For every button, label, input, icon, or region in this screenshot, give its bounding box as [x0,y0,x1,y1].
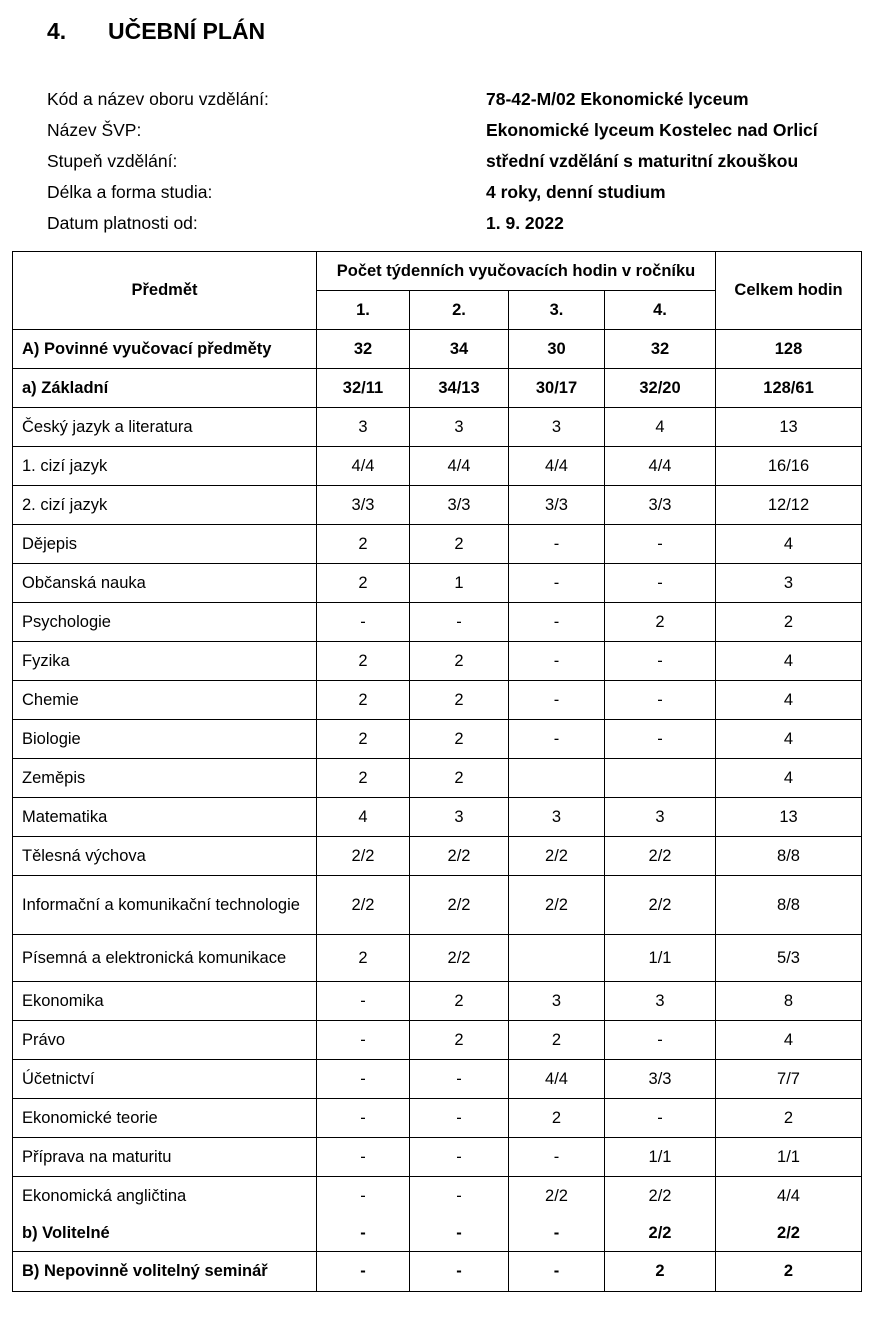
info-value: 1. 9. 2022 [486,213,564,233]
info-label: Kód a název oboru vzdělání: [47,89,269,109]
year-hours-cell: 2 [410,525,509,564]
subject-cell: Účetnictví [13,1060,317,1099]
year-hours-cell: 1 [410,564,509,603]
total-hours-cell: 16/16 [716,447,862,486]
year-hours-cell: 2/2 [509,1177,605,1216]
subject-cell: Chemie [13,681,317,720]
table-row [13,564,862,603]
year-hours-cell: 3/3 [410,486,509,525]
table-row [13,330,862,369]
year-hours-cell: - [317,603,410,642]
subject-cell: Biologie [13,720,317,759]
total-hours-cell: 2 [716,1099,862,1138]
table-row [13,720,862,759]
year-hours-cell: 4/4 [317,447,410,486]
subject-cell: Občanská nauka [13,564,317,603]
year-hours-cell: - [509,1216,605,1252]
info-label: Název ŠVP: [47,120,142,140]
subject-cell: Písemná a elektronická komunikace [13,935,317,982]
year-hours-cell: - [605,564,716,603]
year-hours-cell: - [410,1252,509,1292]
year-hours-cell [509,935,605,982]
year-hours-cell: 32 [317,330,410,369]
info-value: 4 roky, denní studium [486,182,666,202]
subject-cell: 1. cizí jazyk [13,447,317,486]
year-hours-cell: 3/3 [509,486,605,525]
table-row [13,1021,862,1060]
table-header-row [13,252,862,291]
year-hours-cell: - [509,1252,605,1292]
year-hours-cell: 30/17 [509,369,605,408]
table-row [13,486,862,525]
year-hours-cell: - [509,1138,605,1177]
subject-cell: Matematika [13,798,317,837]
table-row [13,1060,862,1099]
total-hours-cell: 5/3 [716,935,862,982]
total-hours-cell: 4 [716,642,862,681]
section-number: 4. [47,18,67,44]
subject-cell: b) Volitelné [13,1216,317,1252]
year-hours-cell: 2 [605,603,716,642]
year-hours-cell: - [605,720,716,759]
year-hours-cell: - [317,1021,410,1060]
info-row-duration [47,177,847,208]
total-hours-cell: 7/7 [716,1060,862,1099]
info-value: 78-42-M/02 Ekonomické lyceum [486,89,749,109]
table-row [13,759,862,798]
year-hours-cell: 34 [410,330,509,369]
header-year: 4. [605,291,716,330]
year-hours-cell: - [410,1177,509,1216]
table-row [13,1252,862,1292]
year-hours-cell: - [317,982,410,1021]
year-hours-cell: 1/1 [605,1138,716,1177]
section-heading [47,18,265,45]
year-hours-cell: 2/2 [317,876,410,935]
header-year: 3. [509,291,605,330]
subject-cell: Informační a komunikační technologie [13,876,317,935]
year-hours-cell: 2/2 [410,876,509,935]
year-hours-cell: 2/2 [605,1177,716,1216]
year-hours-cell: 2 [317,935,410,982]
subject-cell: A) Povinné vyučovací předměty [13,330,317,369]
subject-cell: Český jazyk a literatura [13,408,317,447]
curriculum-table [12,251,862,1292]
total-hours-cell: 4 [716,759,862,798]
total-hours-cell: 13 [716,798,862,837]
info-label: Datum platnosti od: [47,213,198,233]
table-row [13,1099,862,1138]
year-hours-cell: 4 [317,798,410,837]
table-row [13,603,862,642]
total-hours-cell: 128 [716,330,862,369]
total-hours-cell: 8 [716,982,862,1021]
table-row [13,876,862,935]
table-row [13,369,862,408]
year-hours-cell: 2 [410,720,509,759]
year-hours-cell: - [410,1060,509,1099]
year-hours-cell [509,759,605,798]
year-hours-cell: 3 [509,982,605,1021]
total-hours-cell: 128/61 [716,369,862,408]
year-hours-cell: 2/2 [509,837,605,876]
year-hours-cell: - [317,1138,410,1177]
year-hours-cell: - [509,720,605,759]
year-hours-cell: - [605,1099,716,1138]
year-hours-cell: 3 [410,408,509,447]
year-hours-cell: 2 [317,525,410,564]
subject-cell: Příprava na maturitu [13,1138,317,1177]
year-hours-cell: 2/2 [410,837,509,876]
header-year: 2. [410,291,509,330]
info-label: Stupeň vzdělání: [47,151,178,171]
header-year: 1. [317,291,410,330]
table-row [13,642,862,681]
year-hours-cell: 2/2 [605,837,716,876]
total-hours-cell: 8/8 [716,837,862,876]
year-hours-cell: - [509,681,605,720]
table-row [13,982,862,1021]
info-value: Ekonomické lyceum Kostelec nad Orlicí [486,120,818,140]
year-hours-cell: 3 [509,798,605,837]
header-subject: Předmět [13,252,317,330]
year-hours-cell: - [317,1252,410,1292]
year-hours-cell: 30 [509,330,605,369]
year-hours-cell: 34/13 [410,369,509,408]
table-row [13,447,862,486]
year-hours-cell: 2 [410,982,509,1021]
year-hours-cell: - [317,1060,410,1099]
year-hours-cell: 3 [605,982,716,1021]
total-hours-cell: 12/12 [716,486,862,525]
year-hours-cell: 2 [410,681,509,720]
subject-cell: B) Nepovinně volitelný seminář [13,1252,317,1292]
year-hours-cell: - [317,1099,410,1138]
subject-cell: Dějepis [13,525,317,564]
total-hours-cell: 4/4 [716,1177,862,1216]
year-hours-cell: 2/2 [410,935,509,982]
subject-cell: Fyzika [13,642,317,681]
year-hours-cell: - [410,603,509,642]
year-hours-cell: 3 [317,408,410,447]
year-hours-cell: 2 [509,1021,605,1060]
year-hours-cell: 2 [410,642,509,681]
table-row [13,798,862,837]
subject-cell: 2. cizí jazyk [13,486,317,525]
year-hours-cell: 2 [605,1252,716,1292]
year-hours-cell: 2 [317,720,410,759]
total-hours-cell: 4 [716,720,862,759]
year-hours-cell: - [605,642,716,681]
subject-cell: Ekonomická angličtina [13,1177,317,1216]
year-hours-cell: - [509,564,605,603]
year-hours-cell: - [410,1138,509,1177]
year-hours-cell: 2/2 [509,876,605,935]
info-row-level [47,146,847,177]
total-hours-cell: 2 [716,603,862,642]
year-hours-cell: - [509,525,605,564]
subject-cell: Zeměpis [13,759,317,798]
year-hours-cell: - [410,1099,509,1138]
total-hours-cell: 8/8 [716,876,862,935]
table-body [13,330,862,1292]
subject-cell: Ekonomika [13,982,317,1021]
year-hours-cell: - [605,1021,716,1060]
year-hours-cell: 2/2 [317,837,410,876]
info-row-valid-from [47,208,847,239]
header-total: Celkem hodin [716,252,862,330]
total-hours-cell: 2/2 [716,1216,862,1252]
total-hours-cell: 4 [716,525,862,564]
table-row [13,837,862,876]
year-hours-cell: 32/20 [605,369,716,408]
header-hours-group: Počet týdenních vyučovacích hodin v ročníku [317,252,716,291]
year-hours-cell: 4/4 [605,447,716,486]
year-hours-cell [605,759,716,798]
year-hours-cell: 2/2 [605,876,716,935]
year-hours-cell: 2/2 [605,1216,716,1252]
total-hours-cell: 13 [716,408,862,447]
table-row [13,935,862,982]
year-hours-cell: 2 [410,759,509,798]
subject-cell: Psychologie [13,603,317,642]
subject-cell: a) Základní [13,369,317,408]
subject-cell: Ekonomické teorie [13,1099,317,1138]
year-hours-cell: 1/1 [605,935,716,982]
table-row [13,525,862,564]
year-hours-cell: - [509,603,605,642]
total-hours-cell: 4 [716,681,862,720]
year-hours-cell: 2 [317,564,410,603]
year-hours-cell: 3/3 [317,486,410,525]
year-hours-cell: 4/4 [509,447,605,486]
year-hours-cell: - [605,681,716,720]
info-row-code [47,84,847,115]
year-hours-cell: - [509,642,605,681]
year-hours-cell: 2 [317,681,410,720]
program-info [47,84,847,239]
year-hours-cell: 32/11 [317,369,410,408]
total-hours-cell: 4 [716,1021,862,1060]
year-hours-cell: - [410,1216,509,1252]
table-row [13,681,862,720]
total-hours-cell: 3 [716,564,862,603]
total-hours-cell: 1/1 [716,1138,862,1177]
year-hours-cell: - [317,1177,410,1216]
info-value: střední vzdělání s maturitní zkouškou [486,151,799,171]
subject-cell: Tělesná výchova [13,837,317,876]
year-hours-cell: - [317,1216,410,1252]
year-hours-cell: 2 [317,642,410,681]
year-hours-cell: 3/3 [605,486,716,525]
total-hours-cell: 2 [716,1252,862,1292]
subject-cell: Právo [13,1021,317,1060]
year-hours-cell: 2 [509,1099,605,1138]
info-row-svp [47,115,847,146]
table-row [13,408,862,447]
year-hours-cell: 3 [410,798,509,837]
table-row [13,1138,862,1177]
table-row [13,1177,862,1216]
year-hours-cell: 32 [605,330,716,369]
year-hours-cell: 2 [317,759,410,798]
year-hours-cell: 2 [410,1021,509,1060]
year-hours-cell: 3/3 [605,1060,716,1099]
year-hours-cell: 4/4 [410,447,509,486]
year-hours-cell: 3 [605,798,716,837]
year-hours-cell: - [605,525,716,564]
info-label: Délka a forma studia: [47,182,213,202]
year-hours-cell: 3 [509,408,605,447]
section-title: UČEBNÍ PLÁN [108,18,266,44]
year-hours-cell: 4 [605,408,716,447]
year-hours-cell: 4/4 [509,1060,605,1099]
table-row [13,1216,862,1252]
